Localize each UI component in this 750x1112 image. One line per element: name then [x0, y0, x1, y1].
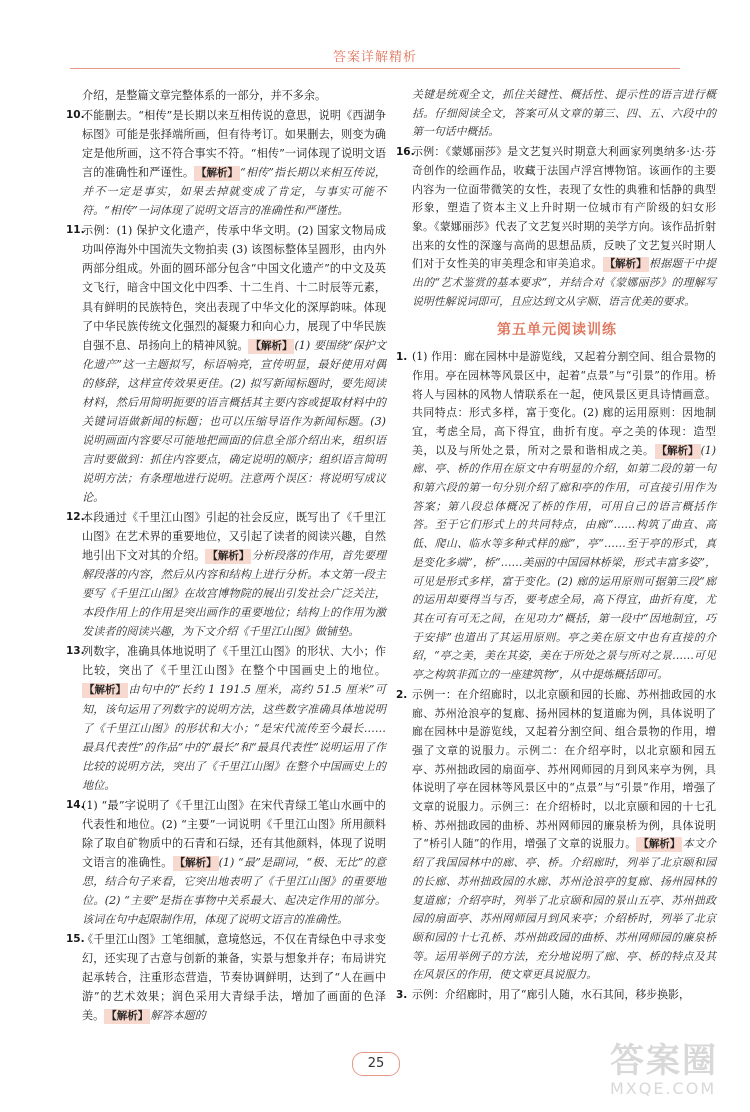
page-number: 25: [352, 1052, 400, 1076]
item-number: 12.: [66, 511, 85, 524]
answer-item: [68, 221, 386, 507]
item-number: 1.: [396, 351, 408, 364]
answer-item: [68, 796, 386, 929]
analysis-text: 本文介绍了我国园林中的廊、亭、桥。介绍廊时，列举了北京颐和园的长廊、苏州拙政园的水廊、苏州沧浪亭的复廊、扬州园林的复道廊；介绍亭时，列举了北京颐和园的景山五亭、苏州拙政园的扇面亭、苏州网师园月到风来亭；介绍桥时，列举了北京颐和园的十七孔桥、苏州拙政园的曲桥、苏州网师园的廉泉桥等。运用举例子的方法，充分地说明了廊、亭、桥的特点及其在风景区的作用，使文章更具说服力。: [412, 837, 716, 982]
section-title: 第五单元阅读训练: [497, 322, 617, 339]
answer-item: [68, 642, 386, 794]
analysis-tag: 【解析】: [656, 444, 699, 457]
analysis-tag: 【解析】: [638, 838, 681, 851]
item-number: 10.: [66, 109, 85, 122]
analysis-text: (1) “最”是副词，“极、无比”的意思，结合句子来看，它突出地表明了《千里江山图》的重要地位。(2) “主要”是指在事物中关系最大、起决定作用的部分。该词在句中起限制作用，体现了说明文语言的准确性。: [82, 855, 386, 927]
header-divider: [70, 68, 680, 69]
left-column: [68, 86, 386, 1026]
analysis-tag: 【解析】: [106, 1010, 149, 1023]
answer-text: 列数字，准确具体地说明了《千里江山图》的形状、大小；作比较，突出了《千里江山图》在整个中国画史上的地位。: [82, 645, 386, 678]
answer-text: 示例：(1) 保护文化遗产，传承中华文明。(2) 国家文物局成功叫停海外中国流失文物拍卖 (3) 该图标整体呈圆形，由内外两部分组成。外面的圆环部分包含“中国文化遗产”的中文及英文飞行，暗含中国文化中四季、十二生肖、十二时辰等元素，具有鲜明的民族特色，突出表现了中华文化的深厚韵味。体现了中华民族传统文化强烈的凝聚力和向心力，展现了中华民族自强不息、昂扬向上的精神风貌。: [82, 224, 386, 352]
item-number: 11.: [66, 224, 85, 237]
analysis-tag: 【解析】: [174, 856, 217, 869]
answer-item: [398, 86, 716, 142]
analysis-text: 由句中的“长约 1 191.5 厘米，高约 51.5 厘米”可知，该句运用了列数字的说明方法，这些数字准确具体地说明了《千里江山图》的形状和大小；“是宋代流传至今最长……最具代表性”的作品”中的“最长”和“最具代表性”说明运用了作比较的说明方法，突出了《千里江山图》在整个中国画史上的地位。: [82, 683, 386, 792]
analysis-tag: 【解析】: [84, 684, 126, 697]
item-number: 2.: [396, 688, 408, 701]
answer-item: [398, 348, 716, 685]
answer-item: [398, 143, 716, 311]
answer-item: [398, 986, 716, 1005]
answer-text: 介绍，是整篇文章完整体系的一部分，并不多余。: [82, 89, 327, 102]
answer-item: [398, 686, 716, 985]
analysis-text: 解答本题的: [150, 1009, 206, 1023]
answer-text: 示例：介绍廊时，用了“廊引人随，水石其间，移步换影，: [412, 988, 690, 1002]
watermark-logo: 答案圈 MXQE.COM: [610, 1041, 718, 1098]
analysis-tag: 【解析】: [196, 167, 239, 180]
analysis-tag: 【解析】: [250, 339, 293, 352]
answer-item: [68, 86, 386, 105]
answer-text: 本段通过《千里江山图》引起的社会反应，既写出了《千里江山图》在艺术界的重要地位，又引起了读者的阅读兴趣，自然地引出下文对其的介绍。: [82, 511, 386, 563]
answer-item: [68, 106, 386, 220]
answer-text: 《千里江山图》工笔细腻，意境悠远，不仅在青绿色中寻求变幻，还实现了古意与创新的兼备，实景与想象并存；布局讲究起承转合，注重形态营造，节奏协调鲜明，达到了“人在画中游”的艺术效果；润色采用大青绿手法，增加了画面的色泽美。: [82, 933, 386, 1023]
analysis-tag: 【解析】: [207, 550, 250, 563]
item-number: 16.: [396, 146, 415, 159]
analysis-text: “相传”指长期以来相互传说，并不一定是事实，如果去掉就变成了肯定，与事实可能不符。“相传”一词体现了说明文语言的准确性和严谨性。: [82, 166, 386, 218]
answer-text: (1) 作用：廊在园林中是游览线，又起着分割空间、组合景物的作用。亭在园林等风景区中，起着“点景”与“引景”的作用。桥将人与园林的风物人情联系在一起，使风景区更具诗情画意。共同特点：形式多样，富于变化。(2) 廊的运用原则：因地制宜，考虑全局，高下得宜，曲折有度。亭之美的体现：造型美，以及与所处之景，所对之景和谐相成之美。: [412, 350, 716, 457]
answer-item: [68, 930, 386, 1025]
answer-text: 示例一：在介绍廊时，以北京颐和园的长廊、苏州拙政园的水廊、苏州沧浪亭的复廊、扬州园林的复道廊为例，具体说明了廊在园林中是游览线，又起着分割空间、组合景物的作用，增强了文章的说服力。示例二：在介绍亭时，以北京颐和园五亭、苏州拙政园的扇面亭、苏州网师园的月到风来亭为例，具体说明了亭在园林等风景区中的“点景”与“引景”作用，增强了文章的说服力。示例三：在介绍桥时，以北京颐和园的十七孔桥、苏州拙政园的曲桥、苏州网师园的廉泉桥为例，具体说明了“桥引人随”的作用，增强了文章的说服力。: [412, 687, 716, 851]
item-number: 14.: [66, 798, 85, 811]
item-number: 3.: [396, 989, 408, 1002]
analysis-text: 分析段落的作用，首先要理解段落的内容，然后从内容和结构上进行分析。本文第一段主要写《千里江山图》在故宫博物院的展出引发社会广泛关注，本段作用上的作用是突出画作的重要地位；结构上的作用为激发读者的阅读兴趣，为下文介绍《千里江山图》做铺垫。: [82, 549, 386, 639]
analysis-text: 根据题干中提出的“艺术鉴赏的基本要求”，并结合对《蒙娜丽莎》的理解写说明性解说词即可，且应达到文从字顺、语言优美的要求。: [412, 257, 716, 308]
analysis-text: (1) 要围绕“保护文化遗产”这一主题拟写，标语响亮，宣传明显，最好使用对偶的修辞，这样宣传效果更佳。(2) 拟写新闻标题时，要先阅读材料，然后用简明扼要的语言概括其主要内容或提取材料中的关键词语做新闻的标题；也可以压缩导语作为新闻标题。(3) 说明画面内容要尽可能地把画面的信息全部介绍出来，组织语言时要做到：抓住内容要点，确定说明的顺序；组织语言简明说明方法；有条理地进行说明。注意两个误区：将说明写成议论。: [82, 338, 386, 504]
analysis-text: (1) 廊、亭、桥的作用在原文中有明显的介绍，如第二段的第一句和第六段的第一句分别介绍了廊和亭的作用，可直接引用作为答案；第八段总体概况了桥的作用，可用自己的语言概括作答。至于它们形式上的共同特点，由廊“……构筑了曲直、高低、爬山、临水等多种式样的廊”，亭“……至于亭的形式，真是变化多端”，桥“……美丽的中国园林桥梁，形式丰富多姿”，可见是形式多样，富于变化。(2) 廊的运用原则可据第三段“廊的运用却要得当与否，要考虑全局，高下得宜，曲折有度，尤其在可有可无之间，在见功力”概括，第一段中“因地制宜，巧于安排”也道出了其运用原则。亭之美在原文中也有直接的介绍，“亭之美，美在其姿，美在于所处之景与所对之景……可见亭之构筑非孤立的一座建筑物”，从中提炼概括即可。: [412, 443, 716, 682]
item-number: 13.: [66, 645, 85, 658]
header-title: 答案详解精析: [332, 50, 417, 65]
analysis-tag: 【解析】: [604, 258, 647, 271]
right-column: [398, 86, 716, 1006]
answer-text: 示例：《蒙娜丽莎》是文艺复兴时期意大利画家列奥纳多·达·芬奇创作的绘画作品，收藏于法国卢浮宫博物馆。该画作的主要内容为一位面带微笑的女性，表现了女性的典雅和恬静的典型形象，塑造了资本主义上升时期一位城市有产阶级的妇女形象。《蒙娜丽莎》代表了文艺复兴时期的美学方向。该作品折射出来的女性的深邃与高尚的思想品质，反映了文艺复兴时期人们对于女性美的审美理念和审美追求。: [412, 145, 716, 271]
page-header: [0, 0, 750, 72]
item-number: 15.: [66, 933, 85, 946]
answer-item: [68, 508, 386, 641]
answer-text: 不能删去。“相传”是长期以来互相传说的意思，说明《西湖争标图》可能是张择端所画，但有待考订。如果删去，则变为确定是他所画，这不符合事实不符。“相传”一词体现了说明文语言的准确性和严谨性。: [82, 109, 386, 180]
analysis-text: 关键是统观全文，抓住关键性、概括性、提示性的语言进行概括。仔细阅读全文，答案可从文章的第三、四、五、六段中的第一句话中概括。: [412, 88, 716, 139]
answer-text: (1) “最”字说明了《千里江山图》在宋代青绿工笔山水画中的代表性和地位。(2) “主要”一词说明《千里江山图》所用颜料除了取自矿物质中的石青和石绿，还有其他颜料，体现了说明文语言的准确性。: [82, 798, 386, 869]
